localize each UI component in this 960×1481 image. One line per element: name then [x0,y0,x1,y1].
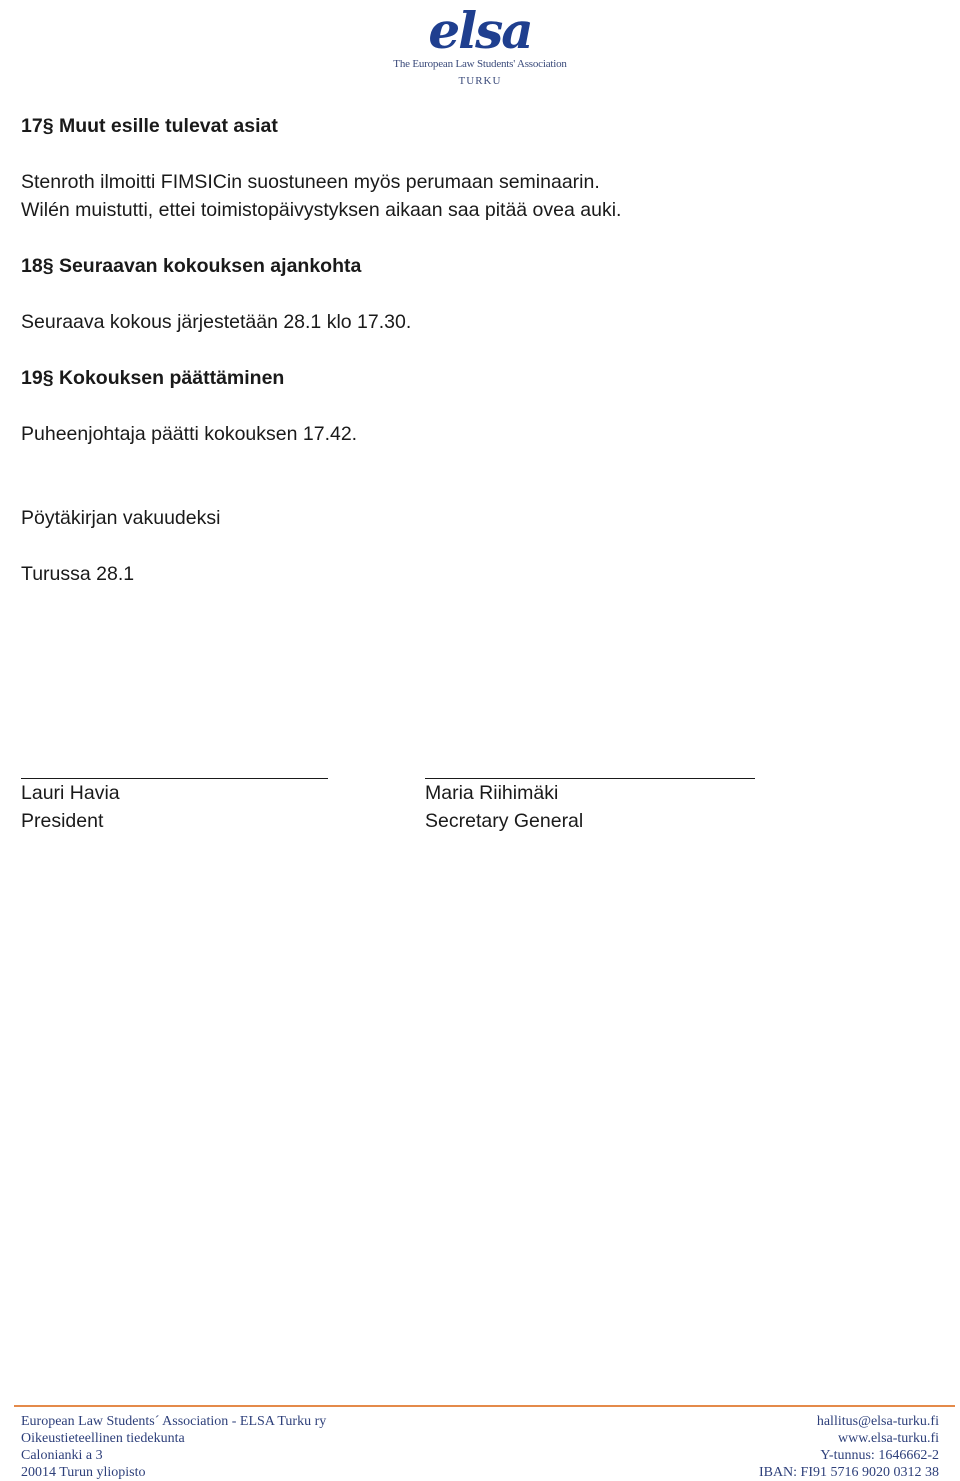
section-heading: 18§ Seuraavan kokouksen ajankohta [21,255,362,277]
minutes-body [21,112,941,588]
logo-mark: elsa [428,1,532,60]
signer-name: Lauri Havia [21,782,120,804]
footer-website: www.elsa-turku.fi [838,1431,939,1446]
signature-line [425,752,755,779]
footer-address [21,1413,326,1481]
signature-block [21,752,941,852]
paragraph-line: Seuraava kokous järjestetään 28.1 klo 17.30. [21,311,412,333]
logo-city: TURKU [458,75,502,87]
paragraph-line: Wilén muistutti, ettei toimistopäivystyksen aikaan saa pitää ovea auki. [21,199,622,221]
paragraph-line: Stenroth ilmoitti FIMSICin suostuneen myös perumaan seminaarin. [21,171,600,193]
footer-postal: 20014 Turun yliopisto [21,1465,146,1480]
footer-iban: IBAN: FI91 5716 9020 0312 38 [758,1465,939,1480]
signature-president [21,752,328,835]
footer-org-name: European Law Students´ Association - ELSA Turku ry [21,1414,327,1429]
footer-faculty: Oikeustieteellinen tiedekunta [21,1431,185,1446]
footer-business-id: Y-tunnus: 1646662-2 [820,1448,939,1463]
signature-secretary [425,752,755,835]
signer-role: President [21,810,104,832]
place-date: Turussa 28.1 [21,563,135,585]
signature-line [21,752,328,779]
footer-email: hallitus@elsa-turku.fi [816,1414,939,1429]
footer-street: Calonianki a 3 [21,1448,103,1463]
section-heading: 17§ Muut esille tulevat asiat [21,115,278,137]
elsa-logo [390,1,570,96]
signer-role: Secretary General [425,810,584,832]
footer-contact [759,1413,939,1481]
footer-divider [14,1405,955,1407]
logo-tagline: The European Law Students' Association [393,58,567,70]
section-heading: 19§ Kokouksen päättäminen [21,367,285,389]
signer-name: Maria Riihimäki [425,782,559,804]
certification-text: Pöytäkirjan vakuudeksi [21,507,221,529]
paragraph-line: Puheenjohtaja päätti kokouksen 17.42. [21,423,358,445]
